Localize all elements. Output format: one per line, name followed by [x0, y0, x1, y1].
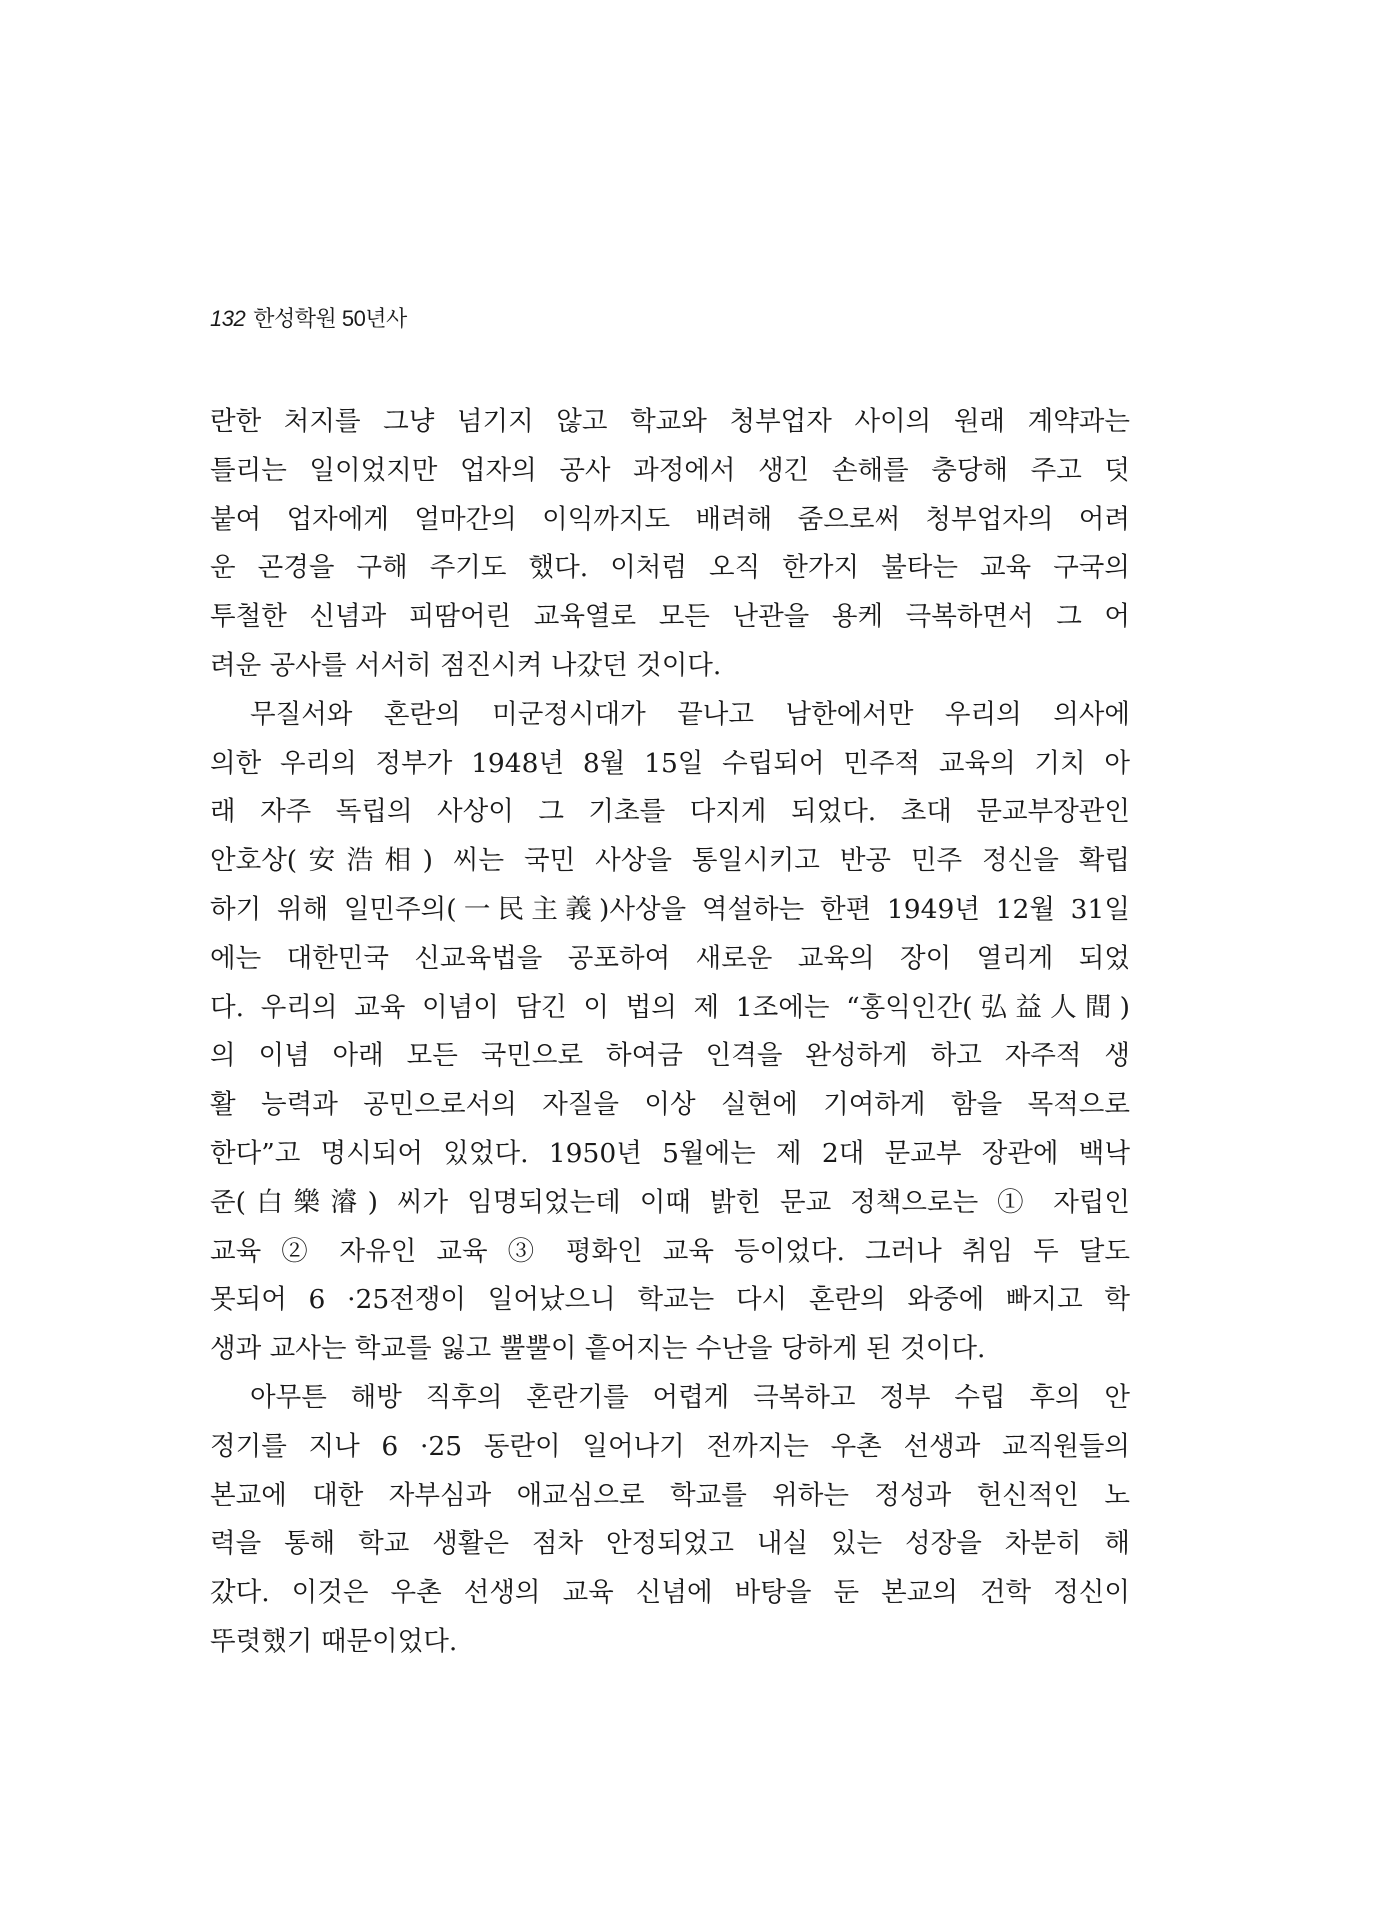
text-line: 운 곤경을 구해 주기도 했다. 이처럼 오직 한가지 불타는 교육 구국의 — [210, 552, 1130, 584]
book-title: 한성학원 50년사 — [253, 306, 407, 331]
text-line: 교육 ② 자유인 교육 ③ 평화인 교육 등이었다. 그러나 취임 두 달도 — [210, 1235, 1130, 1267]
text-line: 정기를 지나 6 ·25 동란이 일어나기 전까지는 우촌 선생과 교직원들의 — [210, 1430, 1130, 1462]
text-line: 본교에 대한 자부심과 애교심으로 학교를 위하는 정성과 헌신적인 노 — [210, 1479, 1130, 1511]
text-line: 준(白樂濬) 씨가 임명되었는데 이때 밝힌 문교 정책으로는 ① 자립인 — [210, 1186, 1130, 1218]
text-line: 의 이념 아래 모든 국민으로 하여금 인격을 완성하게 하고 자주적 생 — [210, 1040, 1130, 1072]
paragraph-2 — [210, 691, 1130, 1374]
text-line: 무질서와 혼란의 미군정시대가 끝나고 남한에서만 우리의 의사에 — [250, 698, 1130, 730]
text-line: 틀리는 일이었지만 업자의 공사 과정에서 생긴 손해를 충당해 주고 덧 — [210, 454, 1130, 486]
text-line: 려운 공사를 서서히 점진시켜 나갔던 것이다. — [210, 649, 722, 681]
text-line: 투철한 신념과 피땀어린 교육열로 모든 난관을 용케 극복하면서 그 어 — [210, 601, 1130, 633]
text-line: 하기 위해 일민주의(一民主義)사상을 역설하는 한편 1949년 12월 31일 — [210, 893, 1130, 925]
text-line: 뚜렷했기 때문이었다. — [210, 1625, 458, 1657]
text-line: 붙여 업자에게 얼마간의 이익까지도 배려해 줌으로써 청부업자의 어려 — [210, 503, 1130, 535]
text-line: 란한 처지를 그냥 넘기지 않고 학교와 청부업자 사이의 원래 계약과는 — [210, 406, 1130, 437]
text-line: 다. 우리의 교육 이념이 담긴 이 법의 제 1조에는 “홍익인간(弘益人間) — [210, 991, 1130, 1023]
text-line: 생과 교사는 학교를 잃고 뿔뿔이 흩어지는 수난을 당하게 된 것이다. — [210, 1333, 986, 1365]
text-line: 아무튼 해방 직후의 혼란기를 어렵게 극복하고 정부 수립 후의 안 — [250, 1381, 1130, 1413]
body-text — [210, 398, 1130, 1667]
text-line: 활 능력과 공민으로서의 자질을 이상 실현에 기여하게 함을 목적으로 — [210, 1089, 1130, 1121]
text-line: 에는 대한민국 신교육법을 공포하여 새로운 교육의 장이 열리게 되었 — [210, 942, 1130, 974]
text-line: 갔다. 이것은 우촌 선생의 교육 신념에 바탕을 둔 본교의 건학 정신이 — [210, 1577, 1130, 1609]
page-number: 132 — [210, 306, 246, 331]
text-line: 못되어 6 ·25전쟁이 일어났으니 학교는 다시 혼란의 와중에 빠지고 학 — [210, 1284, 1130, 1316]
text-line: 한다”고 명시되어 있었다. 1950년 5월에는 제 2대 문교부 장관에 백낙 — [210, 1137, 1130, 1169]
text-line: 안호상(安浩相) 씨는 국민 사상을 통일시키고 반공 민주 정신을 확립 — [210, 845, 1130, 877]
text-line: 래 자주 독립의 사상이 그 기초를 다지게 되었다. 초대 문교부장관인 — [210, 796, 1130, 828]
paragraph-1 — [210, 398, 1130, 691]
text-line: 력을 통해 학교 생활은 점차 안정되었고 내실 있는 성장을 차분히 해 — [210, 1528, 1130, 1560]
running-header — [210, 302, 407, 333]
text-line: 의한 우리의 정부가 1948년 8월 15일 수립되어 민주적 교육의 기치 아 — [210, 747, 1130, 779]
paragraph-3 — [210, 1374, 1130, 1667]
